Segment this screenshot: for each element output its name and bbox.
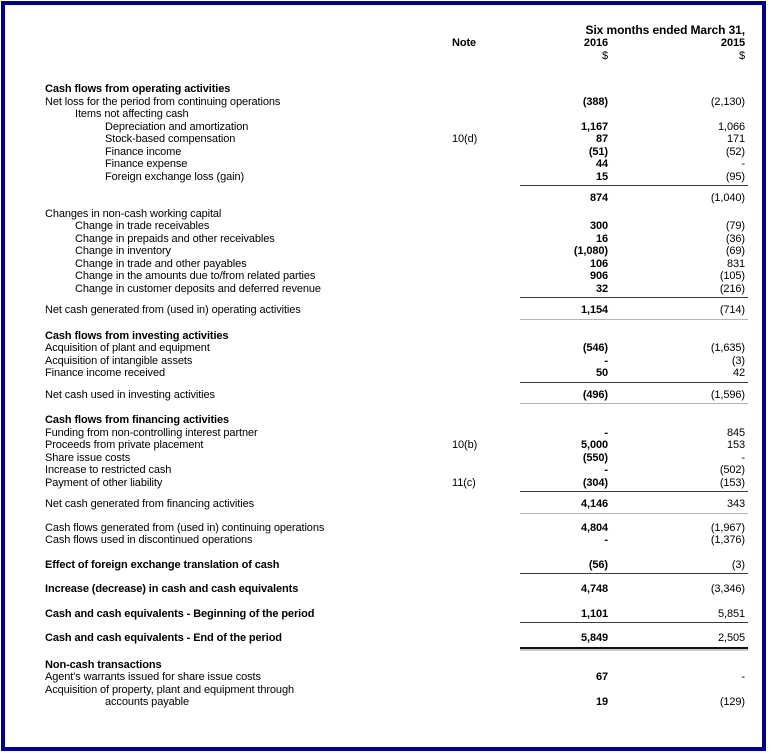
year-2015-header: 2015 [720, 37, 745, 49]
note-reference [452, 464, 512, 477]
row-label: Cash flows from financing activities [45, 414, 230, 426]
row-label: Change in customer deposits and deferred revenue [75, 282, 321, 295]
row-label: Net cash generated from (used in) operating activities [45, 304, 301, 316]
row-label: Change in prepaids and other receivables [75, 232, 275, 245]
row-label: Items not affecting cash [75, 108, 189, 120]
statement-row [45, 659, 745, 672]
value-2015: (79) [725, 220, 745, 232]
note-reference [452, 522, 512, 535]
total-rule-thick [520, 647, 748, 649]
statement-row [45, 534, 745, 547]
note-reference [452, 367, 512, 380]
row-label: Change in the amounts due to/from related parties [75, 270, 316, 282]
note-column-spacer [452, 50, 512, 63]
note-reference [452, 355, 512, 368]
statement-row [45, 498, 745, 511]
statement-row [45, 342, 745, 355]
total-rule-dark [520, 573, 748, 574]
note-reference: 10(b) [452, 439, 478, 451]
statement-row [45, 283, 745, 296]
value-2015: 5,851 [717, 607, 745, 620]
value-2015: (3,346) [710, 583, 745, 595]
value-2016: 1,154 [580, 304, 608, 316]
value-2015: (105) [719, 270, 745, 282]
value-2015: (36) [725, 232, 745, 245]
value-2015: 831 [726, 257, 745, 270]
value-2015: (1,376) [710, 534, 745, 546]
row-label: Finance income [105, 145, 182, 158]
note-reference [452, 389, 512, 402]
value-2016: 16 [595, 232, 608, 245]
value-2015: 153 [726, 439, 745, 451]
header-spacer [45, 37, 452, 50]
note-reference [452, 171, 512, 184]
note-reference [452, 659, 512, 672]
row-label: Net cash used in investing activities [45, 388, 215, 401]
note-reference [452, 342, 512, 355]
value-2016: (56) [588, 558, 608, 571]
row-label: Effect of foreign exchange translation of cash [45, 558, 280, 571]
value-2015: (129) [719, 696, 745, 708]
value-2016: 300 [589, 220, 608, 232]
row-label: Acquisition of property, plant and equipment through [45, 683, 294, 696]
row-label: Net loss for the period from continuing operations [45, 95, 281, 108]
value-2015: (95) [725, 170, 745, 183]
row-label: Changes in non-cash working capital [45, 207, 222, 220]
row-label: Acquisition of intangible assets [45, 354, 193, 367]
value-2015: (52) [725, 145, 745, 158]
statement-row [45, 671, 745, 684]
value-2015: (3) [731, 354, 745, 367]
statement-row [45, 108, 745, 121]
statement-row [45, 439, 745, 452]
value-2016: - [604, 426, 608, 439]
value-2016 [512, 684, 608, 697]
statement-row [45, 464, 745, 477]
value-2015: (216) [719, 282, 745, 295]
value-2016: 1,167 [580, 120, 608, 133]
value-2015: 845 [726, 426, 745, 439]
statement-row [45, 233, 745, 246]
note-reference: 10(d) [452, 133, 478, 145]
statement-row [45, 208, 745, 221]
note-reference [452, 121, 512, 134]
row-label: Cash flows from investing activities [45, 329, 229, 342]
value-2015 [608, 108, 745, 121]
value-2015: - [741, 671, 745, 683]
note-reference [452, 158, 512, 171]
value-2016 [512, 659, 608, 672]
row-label: Depreciation and amortization [105, 120, 249, 133]
statement-row [45, 414, 745, 427]
note-reference [452, 220, 512, 233]
header-spacer [45, 50, 452, 63]
row-label: Cash flows generated from (used in) continuing operations [45, 521, 325, 534]
value-2016: (546) [582, 342, 608, 354]
value-2015 [608, 330, 745, 343]
note-reference [452, 608, 512, 621]
note-reference [452, 696, 512, 709]
note-reference [452, 245, 512, 258]
note-reference [452, 427, 512, 440]
currency-symbol-2016: $ [601, 50, 608, 62]
value-2016: 15 [595, 170, 608, 183]
statement-row [45, 608, 745, 621]
value-2015: 42 [732, 367, 745, 379]
row-label: Non-cash transactions [45, 658, 162, 671]
statement-row [45, 355, 745, 368]
statement-row [45, 427, 745, 440]
statement-row [45, 684, 745, 697]
value-2016 [512, 83, 608, 96]
row-label: Stock-based compensation [105, 133, 236, 145]
value-2016: 5,849 [580, 632, 608, 644]
statement-row [45, 367, 745, 380]
row-label: Cash and cash equivalents - End of the period [45, 632, 282, 644]
statement-row [45, 192, 745, 205]
row-label: Proceeds from private placement [45, 439, 204, 451]
value-2016: (1,080) [573, 245, 608, 257]
value-2016 [512, 108, 608, 121]
note-reference [452, 534, 512, 547]
statement-row [45, 270, 745, 283]
period-header: Six months ended March 31, [585, 23, 745, 37]
statement-row [45, 304, 745, 317]
row-label: Change in inventory [75, 245, 171, 257]
value-2016: - [604, 534, 608, 546]
statement-row [45, 522, 745, 535]
value-2016: 4,146 [580, 498, 608, 510]
row-label: Finance expense [105, 158, 188, 170]
value-2016: 44 [595, 158, 608, 170]
total-rule-light [520, 319, 748, 320]
row-label: Share issue costs [45, 451, 131, 464]
value-2016: 1,101 [580, 607, 608, 620]
note-reference [452, 283, 512, 296]
value-2016 [512, 208, 608, 221]
value-2016: 32 [595, 282, 608, 295]
total-rule-dark [520, 622, 748, 623]
total-rule-dark [520, 297, 748, 298]
value-2015: (2,130) [710, 95, 745, 108]
note-reference [452, 330, 512, 343]
statement-row [45, 258, 745, 271]
value-2016: 67 [595, 671, 608, 683]
note-reference [452, 632, 512, 645]
note-reference [452, 108, 512, 121]
statement-row [45, 245, 745, 258]
value-2016: 906 [589, 270, 608, 282]
value-2016: (496) [582, 388, 608, 401]
value-2016: (304) [582, 476, 608, 489]
total-rule-light [520, 403, 748, 404]
value-2015: (1,040) [710, 192, 745, 204]
statement-row [45, 696, 745, 709]
statement-row [45, 452, 745, 465]
value-2015: (69) [725, 245, 745, 257]
value-2015: (153) [719, 476, 745, 489]
note-reference [452, 208, 512, 221]
value-2016: 50 [595, 367, 608, 379]
note-reference: 11(c) [452, 476, 476, 489]
value-2016: - [604, 354, 608, 367]
statement-row [45, 220, 745, 233]
value-2016: 19 [595, 696, 608, 708]
row-label: Cash and cash equivalents - Beginning of the period [45, 607, 315, 620]
value-2015: (3) [731, 558, 745, 571]
note-reference [452, 83, 512, 96]
total-rule-dark [520, 382, 748, 383]
value-2016: 87 [595, 133, 608, 145]
note-reference [452, 258, 512, 271]
value-2015: 171 [726, 133, 745, 145]
statement-row [45, 83, 745, 96]
value-2015: 343 [726, 498, 745, 510]
note-reference [452, 146, 512, 159]
value-2016 [512, 414, 608, 427]
row-label: Increase to restricted cash [45, 464, 172, 476]
note-reference [452, 192, 512, 205]
note-reference [452, 270, 512, 283]
note-reference [452, 671, 512, 684]
value-2015: (714) [719, 304, 745, 316]
note-reference [452, 583, 512, 596]
statement-row [45, 158, 745, 171]
value-2016: 4,748 [580, 583, 608, 595]
statement-row [45, 477, 745, 490]
value-2016: 4,804 [580, 521, 608, 534]
row-label: Net cash generated from financing activities [45, 498, 254, 510]
value-2015 [608, 83, 745, 96]
row-label: Foreign exchange loss (gain) [105, 170, 245, 183]
value-2015 [608, 684, 745, 697]
note-reference [452, 414, 512, 427]
value-2016: 874 [589, 192, 608, 204]
value-2016: (388) [582, 95, 608, 108]
statement-row [45, 133, 745, 146]
value-2016 [512, 330, 608, 343]
note-reference [452, 96, 512, 109]
currency-row [45, 50, 745, 63]
row-label: Change in trade and other payables [75, 257, 247, 270]
row-label: Agent's warrants issued for share issue costs [45, 671, 261, 683]
year-2016-header: 2016 [583, 37, 608, 49]
note-reference [452, 452, 512, 465]
row-label: Acquisition of plant and equipment [45, 342, 210, 354]
value-2015: - [741, 158, 745, 170]
statement-row [45, 171, 745, 184]
statement-row [45, 632, 745, 645]
value-2015: (502) [719, 464, 745, 476]
statement-row [45, 96, 745, 109]
note-reference [452, 233, 512, 246]
row-label: Cash flows from operating activities [45, 83, 231, 95]
value-2016: - [604, 464, 608, 476]
total-rule-light [520, 513, 748, 514]
note-reference [452, 559, 512, 572]
value-2016: 5,000 [580, 439, 608, 451]
column-header-row2 [45, 37, 745, 50]
value-2016: (550) [582, 451, 608, 464]
statement-row [45, 330, 745, 343]
row-label: Payment of other liability [45, 476, 163, 489]
statement-row [45, 559, 745, 572]
statement-row [45, 121, 745, 134]
row-label: Cash flows used in discontinued operations [45, 534, 253, 546]
value-2015: 1,066 [717, 120, 745, 133]
row-label: Increase (decrease) in cash and cash equivalents [45, 583, 299, 595]
statement-row [45, 389, 745, 402]
row-label: Change in trade receivables [75, 220, 210, 232]
total-rule-dark [520, 491, 748, 492]
value-2015: (1,596) [710, 388, 745, 401]
value-2015: 2,505 [717, 632, 745, 644]
value-2015 [608, 659, 745, 672]
note-reference [452, 684, 512, 697]
statement-rows [45, 83, 745, 709]
value-2015: (1,635) [710, 342, 745, 354]
value-2015: - [741, 451, 745, 464]
currency-symbol-2015: $ [738, 50, 745, 62]
note-reference [452, 498, 512, 511]
value-2015: (1,967) [710, 521, 745, 534]
statement-table [45, 24, 745, 709]
row-label: Funding from non-controlling interest partner [45, 426, 258, 439]
value-2015 [608, 208, 745, 221]
row-label: Finance income received [45, 367, 165, 379]
statement-row [45, 583, 745, 596]
total-rule-dark [520, 185, 748, 186]
value-2016: 106 [589, 257, 608, 270]
statement-row [45, 146, 745, 159]
note-reference [452, 304, 512, 317]
note-column-header: Note [452, 37, 477, 49]
row-label: accounts payable [105, 696, 190, 708]
value-2016: (51) [588, 145, 608, 158]
value-2015 [608, 414, 745, 427]
row-label [45, 192, 452, 205]
